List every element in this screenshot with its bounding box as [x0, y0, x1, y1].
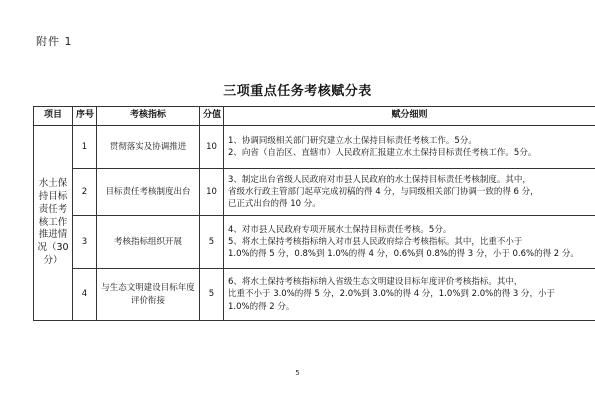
page-title: 三项重点任务考核赋分表 [223, 84, 372, 99]
seq-cell: 2 [73, 169, 97, 216]
rule-line: 5、将水土保持考核指标纳入对市县人民政府综合考核指标。其中，比重不小于 [228, 236, 523, 247]
rule-line: 4、对市县人民政府专项开展水土保持目标责任考核。5分。 [228, 224, 452, 235]
rule-line: 6、将水土保持考核指标纳入省级生态文明建设目标年度评价考核指标。其中， [228, 277, 523, 288]
table-row [34, 269, 595, 321]
rules-cell [224, 216, 595, 269]
rule-line: 1.0%的得 5 分，0.8%到 1.0%的得 4 分，0.6%到 0.8%的得 3 分，小于 0.6%的得 2 分。 [228, 249, 579, 260]
header-score: 分值 [200, 107, 224, 126]
rule-line: 2、向省（自治区、直辖市）人民政府汇报建立水土保持目标责任考核工作。5分。 [228, 148, 537, 158]
table-header-row [34, 107, 595, 126]
score-cell: 5 [200, 269, 224, 321]
indicator-cell: 目标责任考核制度出台 [97, 169, 200, 216]
header-rules: 赋分细则 [224, 107, 595, 126]
rule-line: 已正式出台的得 10 分。 [228, 199, 321, 210]
score-cell: 10 [200, 126, 224, 169]
attachment-label: 附件 1 [36, 35, 73, 48]
rule-line: 1.0%的得 2 分。 [228, 301, 295, 312]
group-label-cell: 水土保持目标责任考核工作推进情况（30分） [34, 126, 73, 321]
indicator-cell: 与生态文明建设目标年度评价衔接 [97, 269, 200, 321]
rule-line: 比重不小于 3.0%的得 5 分，2.0%到 3.0%的得 4 分，1.0%到 2.0%的得 3 分，小于 [228, 289, 556, 300]
indicator-cell: 贯彻落实及协调推进 [97, 126, 200, 169]
rule-line: 3、制定出台省级人民政府对市县人民政府的水土保持目标责任考核制度。其中， [228, 174, 531, 185]
rules-cell [224, 269, 595, 321]
seq-cell: 1 [73, 126, 97, 169]
score-cell: 5 [200, 216, 224, 269]
table-row [34, 169, 595, 216]
rule-line: 1、协调同级相关部门研究建立水土保持目标责任考核工作。5分。 [228, 135, 477, 146]
header-item: 项目 [34, 107, 73, 126]
seq-cell: 3 [73, 216, 97, 269]
table-row [34, 216, 595, 269]
header-indicator: 考核指标 [97, 107, 200, 126]
score-cell: 10 [200, 169, 224, 216]
rules-cell [224, 169, 595, 216]
header-seq: 序号 [73, 107, 97, 126]
rules-cell [224, 126, 595, 169]
seq-cell: 4 [73, 269, 97, 321]
rule-line: 省级水行政主管部门起草完成初稿的得 4 分，与同级相关部门协调一致的得 6 分， [228, 186, 539, 197]
table-row [34, 126, 595, 169]
indicator-cell: 考核指标组织开展 [97, 216, 200, 269]
page-number: 5 [295, 369, 300, 377]
score-table [33, 106, 595, 321]
